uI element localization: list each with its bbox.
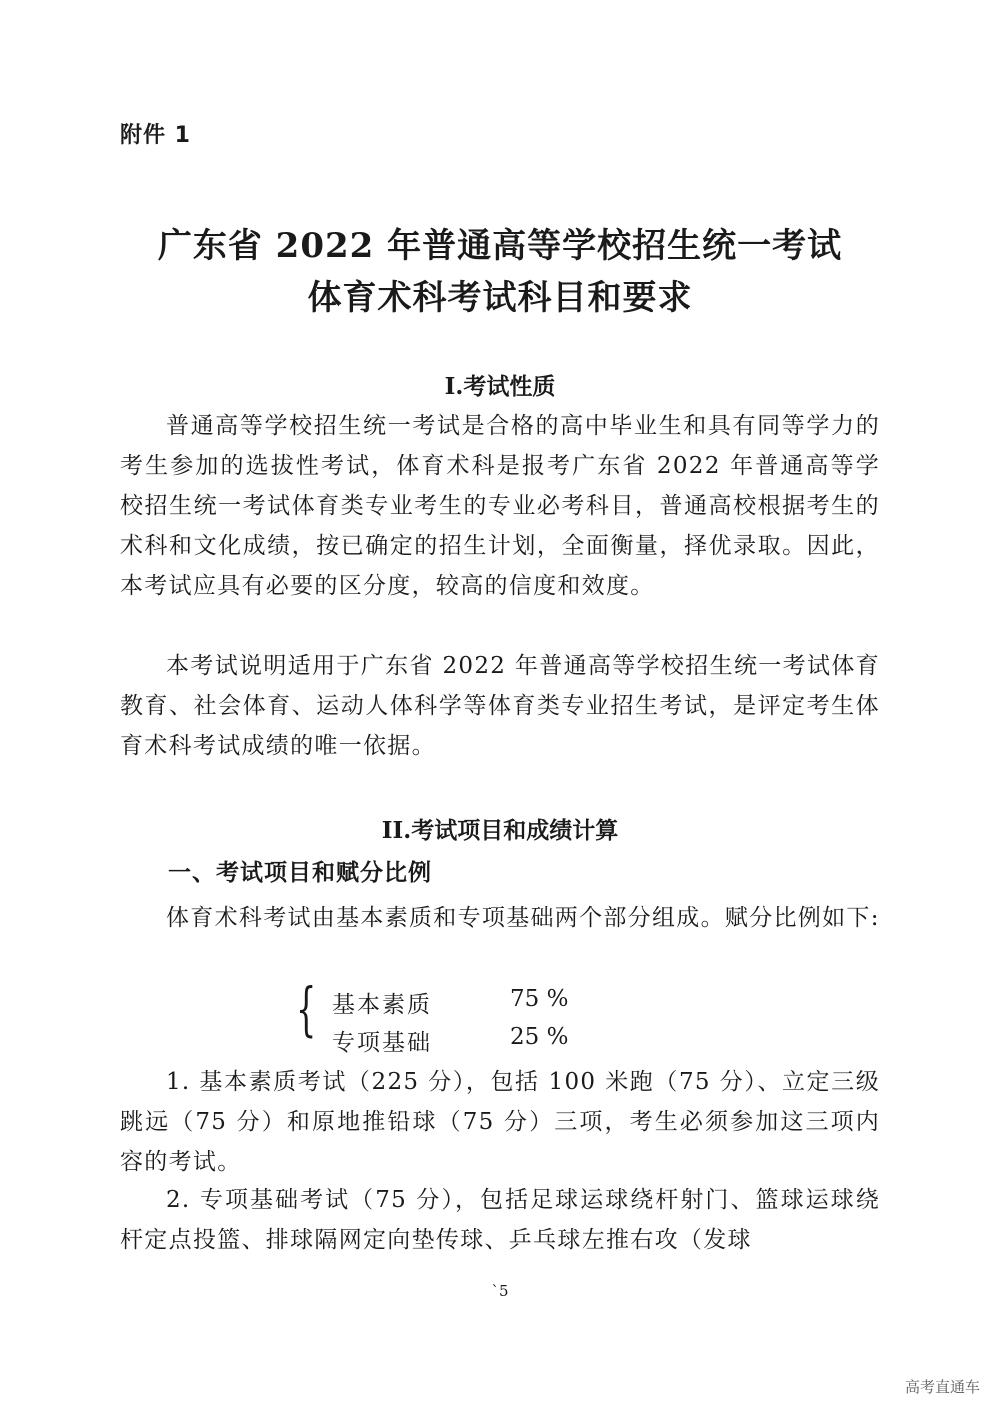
ratio-value: 25 % — [510, 1024, 569, 1050]
watermark-text: 高考直通车 — [904, 1378, 980, 1396]
page-number: `5 — [491, 1282, 509, 1300]
ratio-value: 75 % — [510, 986, 569, 1012]
ratio-label: 专项基础 — [332, 1030, 432, 1056]
section1-heading: I.考试性质 — [444, 373, 556, 400]
section2-item2: 2. 专项基础考试（75 分），包括足球运球绕杆射门、篮球运球绕杆定点投篮、排球隔网定向垫传球、乒乓球左推右攻（发球 — [120, 1187, 880, 1253]
section2-item1: 1. 基本素质考试（225 分），包括 100 米跑（75 分）、立定三级跳远（75 分）和原地推铅球（75 分）三项，考生必须参加这三项内容的考试。 — [120, 1069, 880, 1175]
ratio-row-special — [332, 1024, 569, 1057]
section1-paragraph2: 本考试说明适用于广东省 2022 年普通高等学校招生统一考试体育教育、社会体育、运动人体科学等体育类专业招生考试，是评定考生体育术科考试成绩的唯一依据。 — [120, 653, 880, 759]
section2-intro: 体育术科考试由基本素质和专项基础两个部分组成。赋分比例如下: — [166, 905, 880, 931]
ratio-row-basic — [332, 986, 569, 1019]
ratio-label: 基本素质 — [332, 992, 432, 1018]
section2-heading: II.考试项目和成绩计算 — [381, 817, 619, 844]
ratio-brace: { — [296, 975, 317, 1043]
document-title-line1: 广东省 2022 年普通高等学校招生统一考试 — [157, 226, 843, 266]
document-title-line2: 体育术科考试科目和要求 — [307, 278, 693, 318]
section1-paragraph1: 普通高等学校招生统一考试是合格的高中毕业生和具有同等学力的考生参加的选拔性考试，体育术科是报考广东省 2022 年普通高等学校招生统一考试体育类专业考生的专业必考科目，普通高校根据考生的术科和文化成绩，按已确定的招生计划，全面衡量，择优录取。因此，本考试应具有必要的区分度，较高的信度和效度。 — [120, 413, 880, 599]
attachment-label: 附件 1 — [120, 123, 191, 148]
section2-subheading: 一、考试项目和赋分比例 — [168, 860, 432, 886]
